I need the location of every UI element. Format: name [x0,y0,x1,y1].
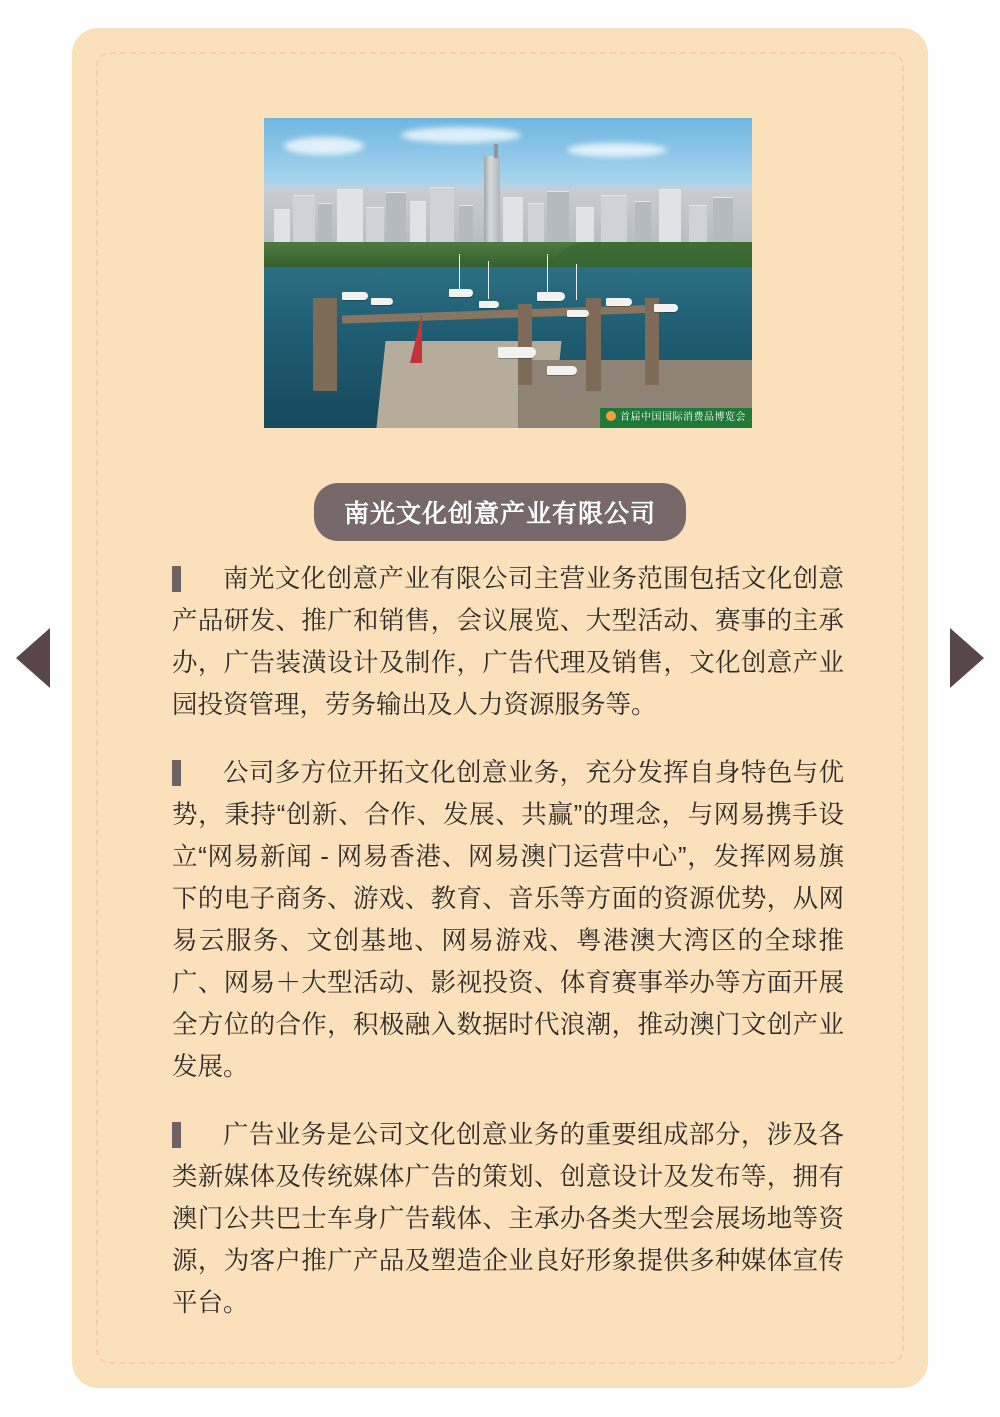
content-card [72,28,928,1388]
photo-caption-banner [600,408,752,428]
paragraph [172,752,844,1088]
header-photo [264,118,752,428]
paragraph [172,1114,844,1324]
paragraph-text: 南光文化创意产业有限公司主营业务范围包括文化创意产品研发、推广和销售，会议展览、大型活动、赛事的主承办，广告装潢设计及制作，广告代理及销售，文化创意产业园投资管理，劳务输出及人力资源服务等。 [172,565,844,719]
photo-illustration [264,118,752,428]
paragraph-bullet-icon [172,1122,181,1148]
banner-badge-icon [606,411,616,421]
paragraph-bullet-icon [172,566,181,592]
prev-page-arrow-icon[interactable] [16,628,50,688]
paragraph-text: 公司多方位开拓文化创意业务，充分发挥自身特色与优势，秉持“创新、合作、发展、共赢”的理念，与网易携手设立“网易新闻 - 网易香港、网易澳门运营中心”，发挥网易旗下的电子商务、游戏、教育、音乐等方面的资源优势，从网易云服务、文创基地、网易游戏、粤港澳大湾区的全球推广、网易＋大型活动、影视投资、体育赛事举办等方面开展全方位的合作，积极融入数据时代浪潮，推动澳门文创产业发展。 [172,759,844,1081]
paragraph [172,558,844,726]
page-title: 南光文化创意产业有限公司 [314,483,686,541]
paragraph-text: 广告业务是公司文化创意业务的重要组成部分，涉及各类新媒体及传统媒体广告的策划、创意设计及发布等，拥有澳门公共巴士车身广告载体、主承办各类大型会展场地等资源，为客户推广产品及塑造企业良好形象提供多种媒体宣传平台。 [172,1121,844,1317]
next-page-arrow-icon[interactable] [950,628,984,688]
paragraph-bullet-icon [172,760,181,786]
article-body [172,558,844,1350]
photo-banner-text: 首届中国国际消费品博览会 [620,412,746,423]
